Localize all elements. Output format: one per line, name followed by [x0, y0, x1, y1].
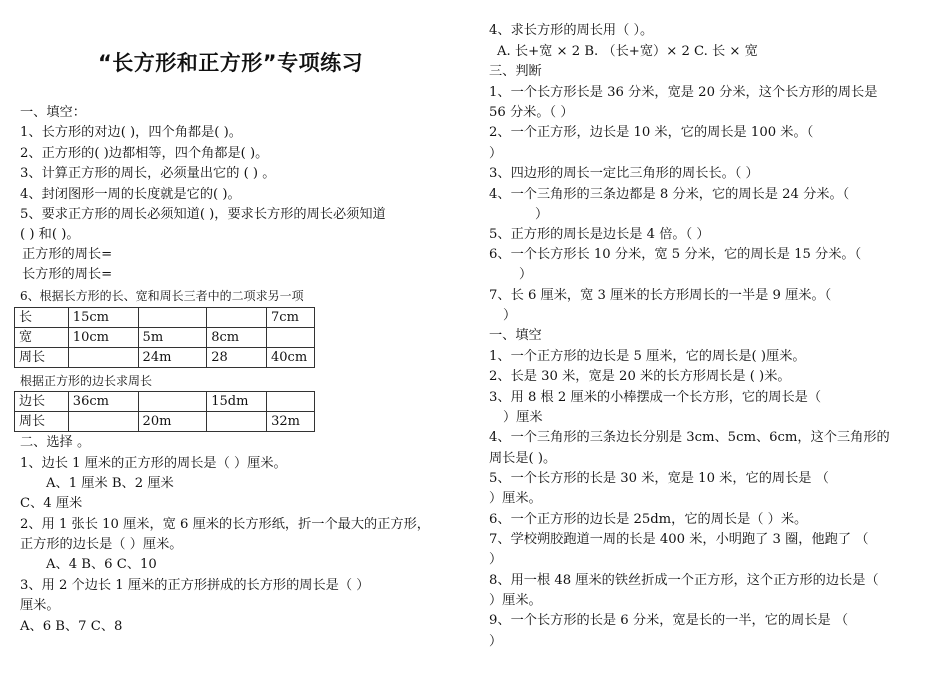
right-line: 三、判断 [489, 64, 542, 79]
right-line: 5、正方形的周长是边长是 4 倍。（ ） [489, 227, 710, 242]
right-line: 5、一个长方形的长是 30 米，宽是 10 米，它的周长是 （ [489, 471, 829, 486]
left-line: C、4 厘米 [20, 496, 83, 511]
right-line: 一、填空 [489, 328, 542, 343]
table-cell: 边长 [15, 392, 69, 412]
table-cell: 15dm [207, 392, 267, 412]
table-cell: 24m [138, 348, 207, 368]
table-cell: 5m [138, 328, 207, 348]
table-cell: 周长 [15, 348, 69, 368]
table-cell: 周长 [15, 412, 69, 432]
right-line: ）厘米。 [489, 491, 542, 506]
left-line: 根据正方形的边长求周长 [20, 374, 153, 388]
right-line: ） [519, 267, 533, 282]
right-line: 2、一个正方形，边长是 10 米，它的周长是 100 米。（ [489, 125, 814, 140]
table-row [15, 308, 315, 328]
table-cell: 15cm [68, 308, 138, 328]
left-line: 2、用 1 张长 10 厘米，宽 6 厘米的长方形纸，折一个最大的正方形， [20, 517, 430, 532]
right-line: A. 长+宽 × 2 B. （长+宽）× 2 C. 长 × 宽 [497, 44, 758, 59]
table-cell: 28 [207, 348, 267, 368]
left-line: 正方形的周长= [22, 247, 113, 262]
left-line: 正方形的边长是（ ）厘米。 [20, 537, 183, 552]
table-cell [207, 308, 267, 328]
table-row [15, 328, 315, 348]
table-cell: 40cm [267, 348, 315, 368]
table-cell: 长 [15, 308, 69, 328]
right-line: ） [535, 207, 549, 222]
table-row [15, 412, 315, 432]
left-line: A、4 B、6 C、10 [46, 557, 157, 572]
left-line: 6、根据长方形的长、宽和周长三者中的二项求另一项 [20, 289, 304, 303]
right-line: ） [489, 552, 503, 567]
square-perimeter-table [14, 391, 315, 432]
table-cell [68, 348, 138, 368]
left-line: 4、封闭图形一周的长度就是它的( )。 [20, 187, 241, 202]
left-line: ( ) 和( )。 [20, 227, 80, 242]
right-line: 7、学校朔胶跑道一周的长是 400 米，小明跑了 3 圈，他跑了 （ [489, 532, 869, 547]
left-line: 5、要求正方形的周长必须知道( )，要求长方形的周长必须知道 [20, 207, 386, 222]
table-cell [267, 392, 315, 412]
left-line: A、1 厘米 B、2 厘米 [46, 476, 174, 491]
left-line: 二、选择 。 [20, 435, 91, 450]
right-line: 8、用一根 48 厘米的铁丝折成一个正方形，这个正方形的边长是（ [489, 573, 879, 588]
table-cell: 36cm [68, 392, 138, 412]
table-cell: 7cm [267, 308, 315, 328]
right-line: ）厘米 [503, 410, 543, 425]
left-line: 2、正方形的( )边都相等，四个角都是( )。 [20, 146, 269, 161]
left-line: 长方形的周长= [22, 267, 113, 282]
right-line: 1、一个正方形的边长是 5 厘米，它的周长是( )厘米。 [489, 349, 806, 364]
right-line: 4、一个三角形的三条边长分别是 3cm、5cm、6cm，这个三角形的 [489, 430, 890, 445]
table-cell: 宽 [15, 328, 69, 348]
left-line: 1、长方形的对边( )，四个角都是( )。 [20, 125, 242, 140]
table-row [15, 392, 315, 412]
table-cell: 32m [267, 412, 315, 432]
right-line: 9、一个长方形的长是 6 分米，宽是长的一半，它的周长是 （ [489, 613, 849, 628]
page-title: “长方形和正方形”专项练习 [98, 51, 364, 75]
left-line: 一、填空： [20, 105, 86, 120]
left-line: A、6 B、7 C、8 [20, 619, 123, 634]
right-line: 56 分米。（ ） [489, 105, 574, 120]
right-line: 周长是( )。 [489, 451, 557, 466]
right-line: 4、一个三角形的三条边都是 8 分米，它的周长是 24 分米。（ [489, 187, 850, 202]
right-line: 6、一个长方形长 10 分米，宽 5 分米，它的周长是 15 分米。（ [489, 247, 862, 262]
table-cell [68, 412, 138, 432]
left-line: 3、用 2 个边长 1 厘米的正方形拼成的长方形的周长是（ ） [20, 578, 370, 593]
right-line: 2、长是 30 米，宽是 20 米的长方形周长是 ( )米。 [489, 369, 791, 384]
left-line: 3、计算正方形的周长，必须量出它的 ( ) 。 [20, 166, 276, 181]
left-line: 厘米。 [20, 598, 60, 613]
table-cell: 20m [138, 412, 207, 432]
right-line: 3、用 8 根 2 厘米的小棒摆成一个长方形，它的周长是（ [489, 390, 822, 405]
table-cell: 10cm [68, 328, 138, 348]
right-line: ） [489, 634, 503, 649]
left-line: 1、边长 1 厘米的正方形的周长是（ ）厘米。 [20, 456, 287, 471]
table-cell [267, 328, 315, 348]
table-row [15, 348, 315, 368]
right-line: 6、一个正方形的边长是 25dm，它的周长是（ ）米。 [489, 512, 808, 527]
table-cell [207, 412, 267, 432]
right-line: ） [503, 308, 517, 323]
right-line: ）厘米。 [489, 593, 542, 608]
table-cell [138, 308, 207, 328]
right-line: 3、四边形的周长一定比三角形的周长长。（ ） [489, 166, 759, 181]
right-line: 7、长 6 厘米，宽 3 厘米的长方形周长的一半是 9 厘米。（ [489, 288, 832, 303]
table-cell: 8cm [207, 328, 267, 348]
table-cell [138, 392, 207, 412]
right-line: 4、求长方形的周长用（ ）。 [489, 23, 654, 38]
right-line: ） [489, 146, 503, 161]
rectangle-perimeter-table [14, 307, 315, 368]
right-line: 1、一个长方形长是 36 分米，宽是 20 分米，这个长方形的周长是 [489, 85, 878, 100]
